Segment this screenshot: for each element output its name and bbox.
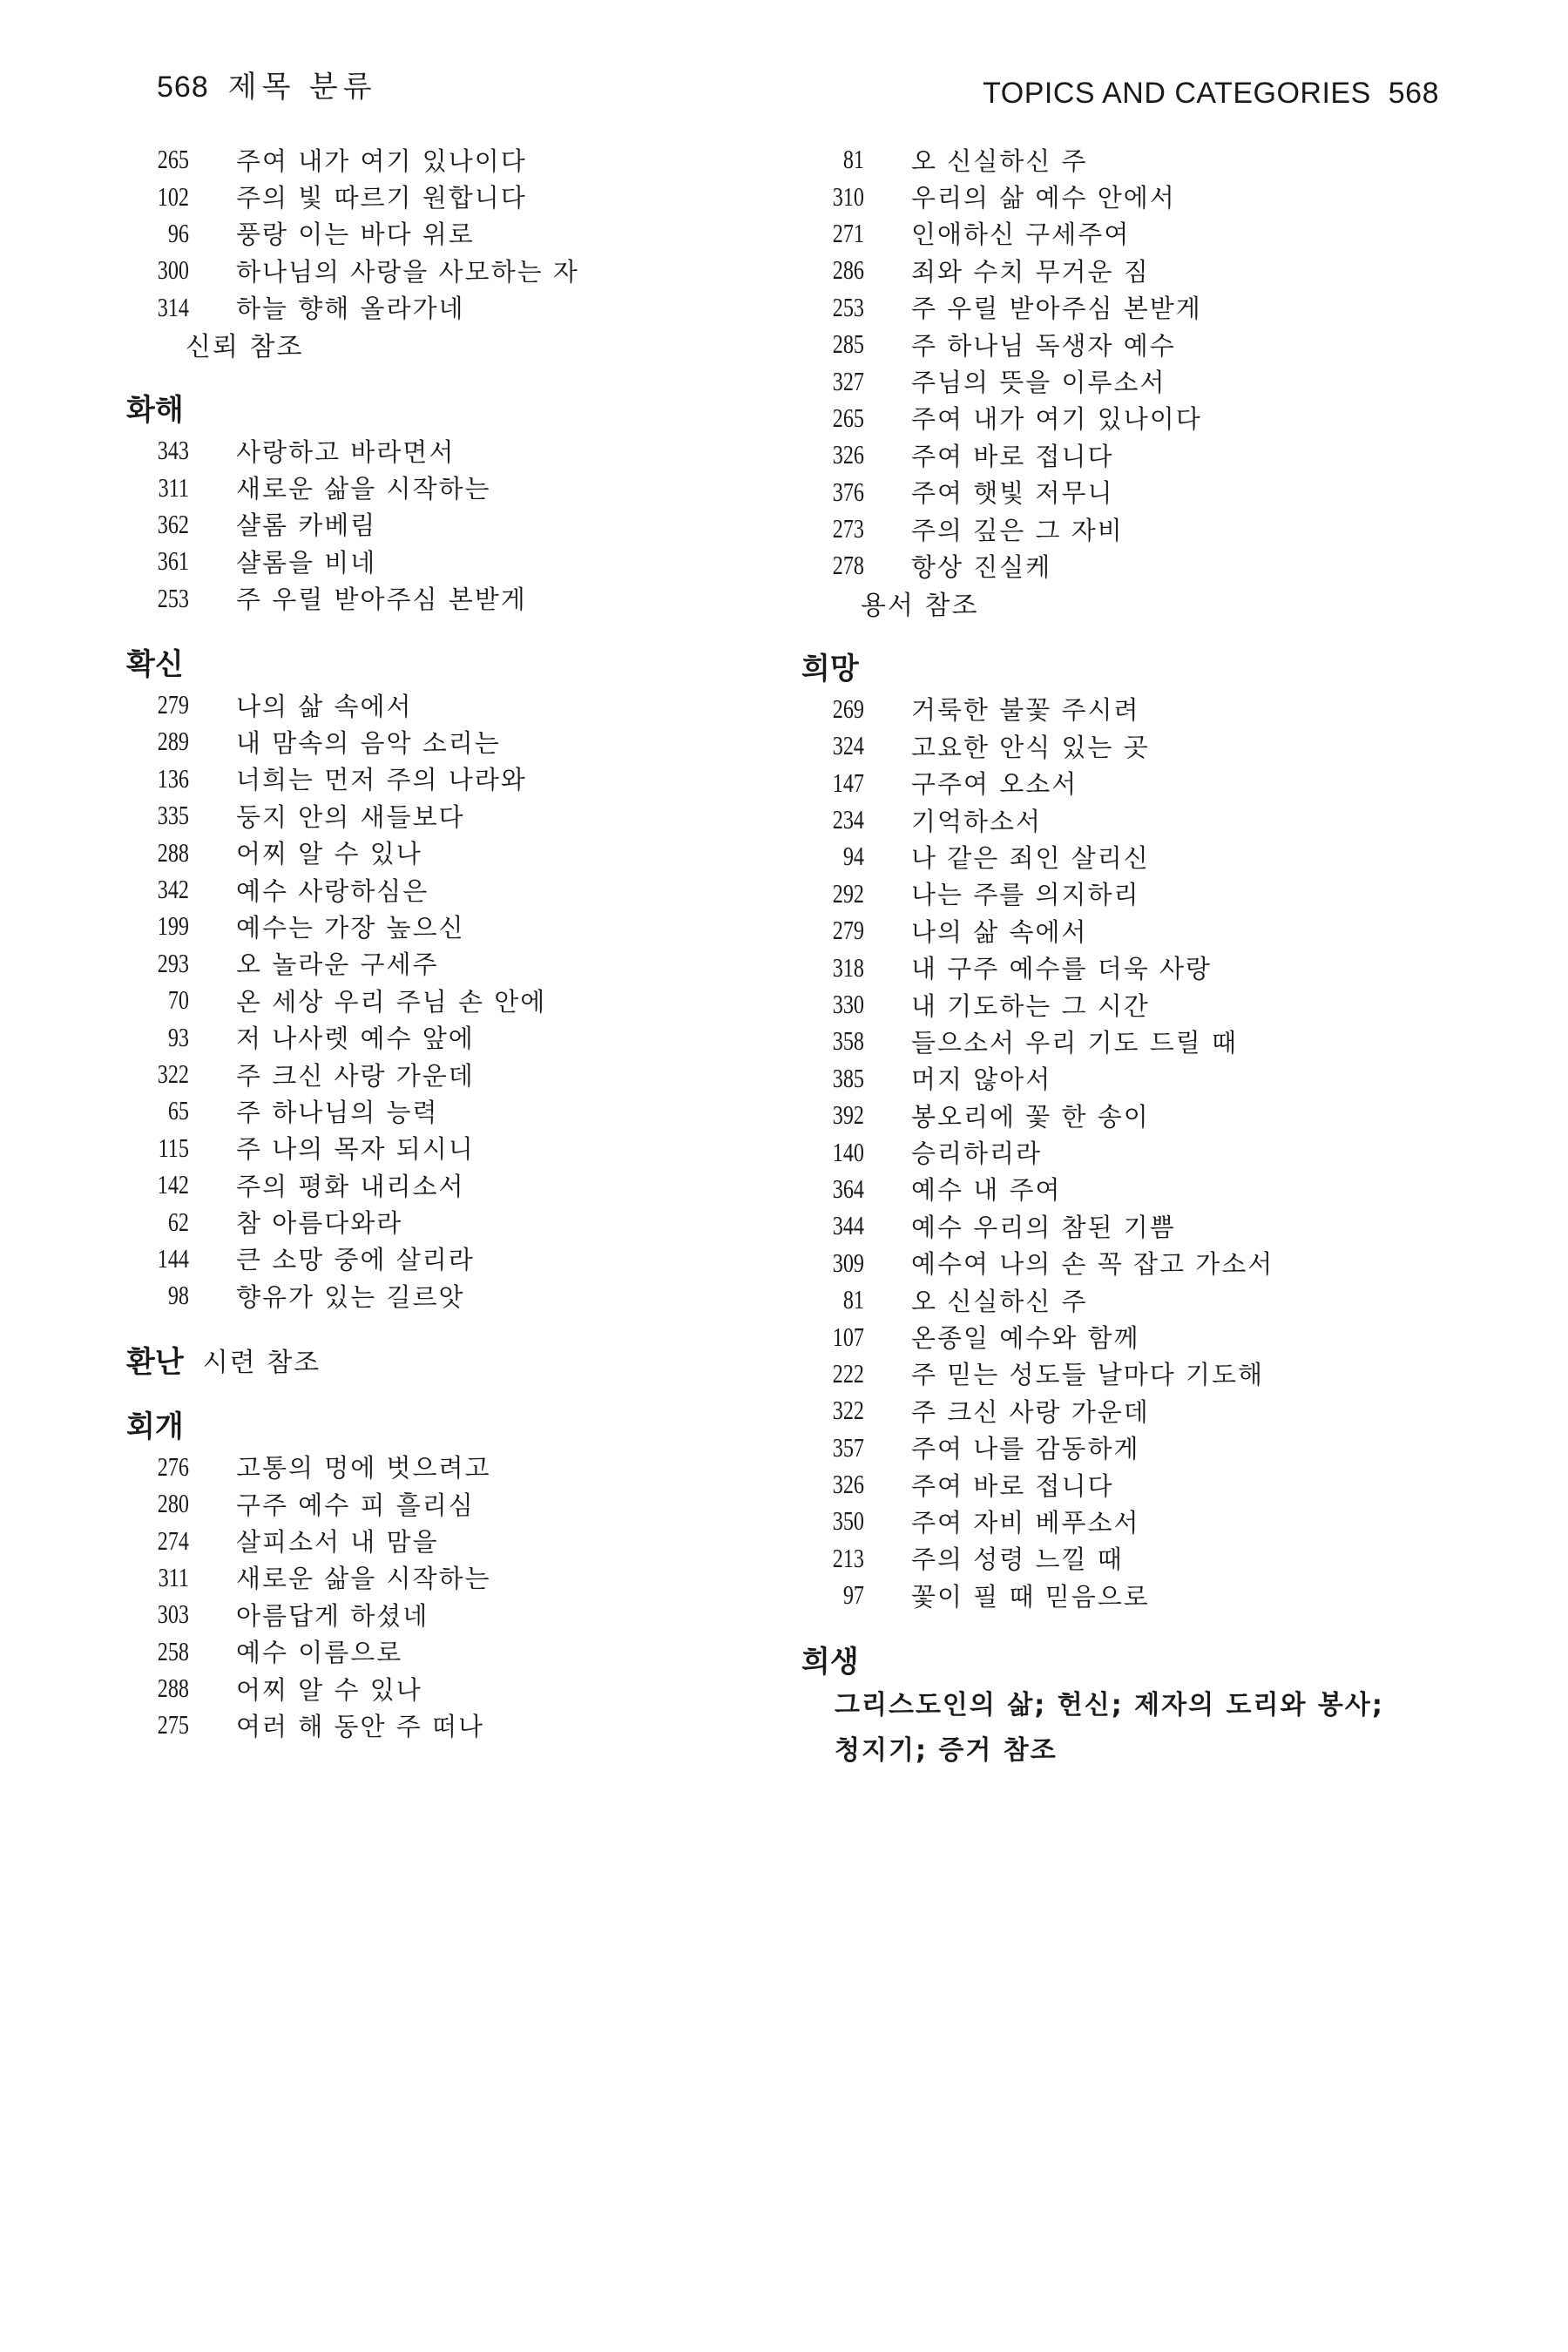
hymn-entry xyxy=(801,801,1463,838)
hymn-entry xyxy=(126,1596,788,1632)
hymn-entry xyxy=(801,474,1463,510)
hymn-number: 289 xyxy=(157,726,189,757)
hymn-title: 주여 바로 접니다 xyxy=(911,1470,1114,1501)
cross-reference xyxy=(801,1683,1463,1774)
hymn-number: 311 xyxy=(158,471,189,503)
hymn-number: 93 xyxy=(167,1021,189,1052)
hymn-number: 115 xyxy=(158,1132,189,1163)
hymn-number: 342 xyxy=(157,874,189,905)
hymn-title: 나의 삶 속에서 xyxy=(236,691,413,721)
hymn-title: 참 아름다와라 xyxy=(236,1208,403,1239)
hymn-title: 예수 내 주여 xyxy=(911,1175,1062,1206)
left-page-number: 568 xyxy=(157,71,209,104)
cross-reference: 용서 참조 xyxy=(861,590,979,621)
hymn-title: 주 크신 사랑 가운데 xyxy=(236,1060,475,1091)
hymn-number: 98 xyxy=(167,1280,189,1311)
hymn-title: 오 놀라운 구세주 xyxy=(236,950,439,980)
hymn-title: 내 기도하는 그 시간 xyxy=(911,990,1150,1021)
hymn-entry xyxy=(126,1449,788,1485)
category-heading xyxy=(126,389,788,427)
hymn-entry xyxy=(126,1130,788,1166)
hymn-entry xyxy=(801,215,1463,252)
hymn-entry xyxy=(801,1355,1463,1392)
right-page-title: TOPICS AND CATEGORIES xyxy=(983,77,1371,110)
hymn-number: 273 xyxy=(832,513,864,544)
hymn-number: 330 xyxy=(832,989,864,1019)
hymn-entry xyxy=(801,1540,1463,1577)
category-heading xyxy=(126,1341,788,1379)
hymn-title: 저 나사렛 예수 앞에 xyxy=(236,1024,475,1054)
hymn-number: 318 xyxy=(832,951,864,983)
hymn-entry xyxy=(126,469,788,505)
hymn-entry xyxy=(126,1485,788,1522)
category-name: 희망 xyxy=(801,652,859,687)
category-heading xyxy=(126,643,788,681)
category-name: 환난 xyxy=(126,1345,184,1381)
hymn-title: 주 우릴 받아주심 본받게 xyxy=(911,294,1202,324)
hymn-number: 309 xyxy=(832,1247,864,1278)
hymn-entry xyxy=(801,252,1463,288)
hymn-number: 81 xyxy=(842,1284,864,1315)
hymn-title: 둥지 안의 새들보다 xyxy=(236,801,465,832)
hymn-entry xyxy=(126,1203,788,1240)
hymn-number: 70 xyxy=(167,984,189,1016)
category-name: 확신 xyxy=(126,647,184,683)
hymn-title: 새로운 삶을 시작하는 xyxy=(236,474,491,504)
hymn-number: 322 xyxy=(157,1058,189,1089)
hymn-number: 144 xyxy=(157,1242,189,1274)
hymn-title: 봉오리에 꽃 한 송이 xyxy=(911,1101,1150,1132)
hymn-entry xyxy=(801,986,1463,1023)
hymn-entry xyxy=(126,797,788,834)
category-heading xyxy=(801,647,1463,686)
hymn-title: 하나님의 사랑을 사모하는 자 xyxy=(236,256,579,287)
hymn-number: 310 xyxy=(832,180,864,212)
hymn-entry xyxy=(801,1133,1463,1170)
hymn-title: 기억하소서 xyxy=(911,806,1043,836)
hymn-title: 오 신실하신 주 xyxy=(911,1286,1088,1316)
hymn-entry xyxy=(126,723,788,760)
hymn-entry xyxy=(126,1240,788,1277)
hymn-title: 주여 내가 여기 있나이다 xyxy=(236,145,527,176)
hymn-title: 예수여 나의 손 꼭 잡고 가소서 xyxy=(911,1249,1274,1280)
hymn-title: 내 맘속의 음악 소리는 xyxy=(236,727,501,758)
hymn-title: 죄와 수치 무거운 짐 xyxy=(911,256,1150,287)
hymn-title: 풍랑 이는 바다 위로 xyxy=(236,220,475,250)
hymn-entry xyxy=(126,760,788,797)
hymn-entry xyxy=(801,547,1463,584)
hymn-entry xyxy=(126,432,788,469)
hymn-entry xyxy=(126,1633,788,1670)
right-page-number: 568 xyxy=(1388,77,1439,110)
hymn-title: 나의 삶 속에서 xyxy=(911,916,1088,947)
hymn-title: 주의 평화 내리소서 xyxy=(236,1171,465,1201)
hymn-title: 하늘 향해 올라가네 xyxy=(236,294,465,324)
hymn-title: 온 세상 우리 주님 손 안에 xyxy=(236,986,547,1017)
hymn-entry xyxy=(126,871,788,908)
hymn-title: 승리하리라 xyxy=(911,1139,1043,1169)
hymn-entry xyxy=(126,543,788,579)
hymn-number: 271 xyxy=(832,217,864,248)
hymn-title: 구주 예수 피 흘리심 xyxy=(236,1490,475,1520)
hymn-entry xyxy=(801,1281,1463,1318)
hymn-number: 288 xyxy=(157,836,189,868)
hymn-number: 303 xyxy=(157,1598,189,1630)
hymn-entry xyxy=(801,289,1463,326)
hymn-entry xyxy=(801,362,1463,399)
hymn-number: 269 xyxy=(832,693,864,724)
hymn-number: 107 xyxy=(832,1321,864,1352)
hymn-number: 350 xyxy=(832,1505,864,1537)
hymn-number: 253 xyxy=(157,582,189,613)
hymn-number: 288 xyxy=(157,1673,189,1704)
hymn-entry xyxy=(126,1522,788,1558)
hymn-entry xyxy=(801,875,1463,912)
hymn-number: 293 xyxy=(157,947,189,978)
hymn-number: 343 xyxy=(157,435,189,466)
hymn-number: 234 xyxy=(832,804,864,835)
hymn-entry xyxy=(801,510,1463,547)
hymn-number: 140 xyxy=(832,1136,864,1167)
hymn-title: 주여 내가 여기 있나이다 xyxy=(911,404,1202,435)
hymn-title: 온종일 예수와 함께 xyxy=(911,1323,1140,1354)
hymn-title: 들으소서 우리 기도 드릴 때 xyxy=(911,1027,1239,1058)
hymn-number: 327 xyxy=(832,365,864,396)
hymn-number: 275 xyxy=(157,1709,189,1740)
hymn-title: 사랑하고 바라면서 xyxy=(236,436,456,467)
hymn-number: 62 xyxy=(167,1206,189,1237)
category-heading xyxy=(801,1639,1463,1678)
hymn-entry xyxy=(126,215,788,252)
left-page-title: 제목 분류 xyxy=(227,71,377,104)
hymn-number: 385 xyxy=(832,1062,864,1093)
hymn-title: 향유가 있는 길르앗 xyxy=(236,1281,465,1312)
hymn-title: 머지 않아서 xyxy=(911,1064,1052,1095)
hymn-number: 358 xyxy=(832,1025,864,1057)
hymn-number: 265 xyxy=(157,144,189,175)
hymn-number: 364 xyxy=(832,1173,864,1204)
category-name: 희생 xyxy=(801,1644,859,1680)
left-column xyxy=(126,141,788,1744)
hymn-entry xyxy=(801,691,1463,727)
hymn-entry xyxy=(126,1277,788,1314)
hymn-entry xyxy=(801,1097,1463,1133)
hymn-entry xyxy=(126,1092,788,1129)
hymn-title: 내 구주 예수를 더욱 사랑 xyxy=(911,954,1213,984)
hymn-entry xyxy=(801,436,1463,473)
hymn-number: 276 xyxy=(157,1450,189,1482)
hymn-title: 나 같은 죄인 살리신 xyxy=(911,842,1150,873)
hymn-entry xyxy=(801,1060,1463,1097)
hymn-entry xyxy=(801,1171,1463,1207)
hymn-title: 어찌 알 수 있나 xyxy=(236,839,422,869)
cross-reference: 신뢰 참조 xyxy=(186,331,304,362)
hymn-title: 주여 햇빛 저무니 xyxy=(911,478,1114,509)
hymn-number: 142 xyxy=(157,1169,189,1200)
hymn-number: 278 xyxy=(832,550,864,581)
hymn-number: 102 xyxy=(157,180,189,212)
hymn-number: 81 xyxy=(842,144,864,175)
hymn-title: 살피소서 내 맘을 xyxy=(236,1527,439,1558)
hymn-number: 326 xyxy=(832,439,864,470)
hymn-number: 362 xyxy=(157,508,189,539)
left-header xyxy=(157,63,377,105)
hymn-title: 거룩한 불꽃 주시려 xyxy=(911,695,1140,726)
hymn-title: 주 하나님 독생자 예수 xyxy=(911,330,1176,361)
hymn-title: 주여 나를 감동하게 xyxy=(911,1434,1140,1464)
hymn-number: 357 xyxy=(832,1431,864,1463)
hymn-number: 199 xyxy=(157,910,189,942)
cross-reference: 시련 참조 xyxy=(202,1347,321,1378)
category-name: 회개 xyxy=(126,1409,184,1445)
category-name: 화해 xyxy=(126,393,184,429)
hymn-entry xyxy=(801,1466,1463,1503)
hymn-number: 213 xyxy=(832,1542,864,1573)
hymn-number: 286 xyxy=(832,254,864,286)
hymn-title: 주여 자비 베푸소서 xyxy=(911,1507,1140,1538)
hymn-entry xyxy=(126,580,788,617)
hymn-title: 주 나의 목자 되시니 xyxy=(236,1134,475,1165)
right-header xyxy=(983,77,1439,111)
hymn-number: 279 xyxy=(157,689,189,720)
hymn-title: 주 크신 사랑 가운데 xyxy=(911,1396,1150,1427)
hymn-number: 280 xyxy=(157,1488,189,1519)
hymn-entry xyxy=(801,912,1463,949)
hymn-title: 새로운 삶을 시작하는 xyxy=(236,1564,491,1594)
hymn-title: 주님의 뜻을 이루소서 xyxy=(911,368,1166,398)
hymn-entry xyxy=(126,1166,788,1203)
hymn-entry xyxy=(126,1559,788,1596)
hymn-title: 주의 깊은 그 자비 xyxy=(911,515,1124,545)
hymn-entry xyxy=(801,838,1463,875)
hymn-title: 주의 빛 따르기 원합니다 xyxy=(236,183,527,213)
hymn-number: 258 xyxy=(157,1635,189,1666)
hymn-title: 여러 해 동안 주 떠나 xyxy=(236,1711,484,1741)
hymn-number: 285 xyxy=(832,328,864,360)
hymn-number: 97 xyxy=(842,1579,864,1611)
hymn-title: 주의 성령 느낄 때 xyxy=(911,1544,1124,1575)
hymn-entry xyxy=(801,727,1463,764)
hymn-title: 어찌 알 수 있나 xyxy=(236,1674,422,1705)
hymn-entry xyxy=(801,400,1463,436)
hymn-title: 예수 사랑하심은 xyxy=(236,875,429,906)
hymn-entry xyxy=(801,1318,1463,1355)
hymn-entry xyxy=(126,686,788,723)
hymn-entry xyxy=(126,1707,788,1743)
hymn-number: 65 xyxy=(167,1095,189,1126)
hymn-entry xyxy=(801,141,1463,178)
hymn-number: 311 xyxy=(158,1561,189,1592)
hymn-title: 아름답게 하셨네 xyxy=(236,1600,429,1631)
hymn-entry xyxy=(801,326,1463,362)
hymn-number: 274 xyxy=(157,1524,189,1556)
hymn-number: 376 xyxy=(832,476,864,507)
hymn-entry xyxy=(126,141,788,178)
hymn-entry xyxy=(126,1056,788,1092)
hymn-entry xyxy=(801,1207,1463,1244)
hymn-entry xyxy=(126,252,788,288)
hymn-title: 큰 소망 중에 살리라 xyxy=(236,1245,475,1275)
hymn-number: 292 xyxy=(832,877,864,909)
hymn-entry xyxy=(801,1577,1463,1613)
hymn-entry xyxy=(801,1503,1463,1539)
hymn-entry xyxy=(126,834,788,870)
hymn-title: 예수 이름으로 xyxy=(236,1638,403,1668)
hymn-number: 222 xyxy=(832,1357,864,1389)
category-heading xyxy=(126,1405,788,1443)
cross-reference-line: 청지기; 증거 참조 xyxy=(835,1735,1058,1767)
hymn-title: 고통의 멍에 벗으려고 xyxy=(236,1453,491,1484)
hymn-entry xyxy=(126,178,788,214)
hymn-title: 너희는 먼저 주의 나라와 xyxy=(236,765,527,795)
hymn-entry xyxy=(126,506,788,543)
hymn-number: 314 xyxy=(157,291,189,322)
hymn-title: 오 신실하신 주 xyxy=(911,145,1088,176)
hymn-title: 예수는 가장 높으신 xyxy=(236,912,465,943)
hymn-number: 253 xyxy=(832,291,864,322)
hymn-title: 나는 주를 의지하리 xyxy=(911,880,1140,910)
hymn-entry xyxy=(126,1018,788,1055)
hymn-entry xyxy=(801,1392,1463,1429)
hymn-entry xyxy=(801,1023,1463,1059)
hymn-title: 주 우릴 받아주심 본받게 xyxy=(236,585,527,615)
hymn-number: 136 xyxy=(157,762,189,794)
hymn-entry xyxy=(126,1670,788,1707)
hymn-number: 344 xyxy=(832,1210,864,1241)
hymn-title: 샬롬을 비네 xyxy=(236,547,377,578)
hymn-number: 322 xyxy=(832,1395,864,1426)
hymn-entry xyxy=(126,982,788,1018)
hymn-number: 392 xyxy=(832,1099,864,1131)
hymn-title: 주 믿는 성도들 날마다 기도해 xyxy=(911,1360,1265,1390)
hymn-title: 고요한 안식 있는 곳 xyxy=(911,732,1150,762)
hymn-number: 335 xyxy=(157,800,189,831)
right-column xyxy=(801,141,1463,1774)
hymn-entry xyxy=(801,949,1463,985)
hymn-number: 326 xyxy=(832,1469,864,1500)
hymn-number: 279 xyxy=(832,915,864,946)
hymn-number: 300 xyxy=(157,254,189,286)
hymn-title: 인애하신 구세주여 xyxy=(911,220,1131,250)
hymn-title: 항상 진실케 xyxy=(911,551,1052,582)
hymn-entry xyxy=(801,1245,1463,1281)
hymn-entry xyxy=(801,764,1463,801)
hymn-number: 324 xyxy=(832,730,864,761)
hymn-title: 샬롬 카베림 xyxy=(236,510,377,541)
hymn-entry xyxy=(126,945,788,982)
hymn-entry xyxy=(801,1429,1463,1466)
hymn-title: 예수 우리의 참된 기쁨 xyxy=(911,1212,1176,1242)
hymn-title: 주 하나님의 능력 xyxy=(236,1097,439,1127)
hymn-number: 96 xyxy=(167,217,189,248)
hymn-entry xyxy=(126,289,788,326)
hymn-title: 꽃이 필 때 믿음으로 xyxy=(911,1581,1150,1612)
hymn-entry xyxy=(126,908,788,944)
hymn-number: 147 xyxy=(832,767,864,798)
hymn-number: 361 xyxy=(157,545,189,577)
hymn-number: 94 xyxy=(842,841,864,872)
hymn-entry xyxy=(801,178,1463,214)
hymn-number: 265 xyxy=(832,402,864,433)
hymn-title: 구주여 오소서 xyxy=(911,769,1078,800)
hymn-title: 주여 바로 접니다 xyxy=(911,441,1114,471)
hymn-title: 우리의 삶 예수 안에서 xyxy=(911,183,1176,213)
cross-reference-line: 그리스도인의 삶; 헌신; 제자의 도리와 봉사; xyxy=(835,1690,1384,1721)
